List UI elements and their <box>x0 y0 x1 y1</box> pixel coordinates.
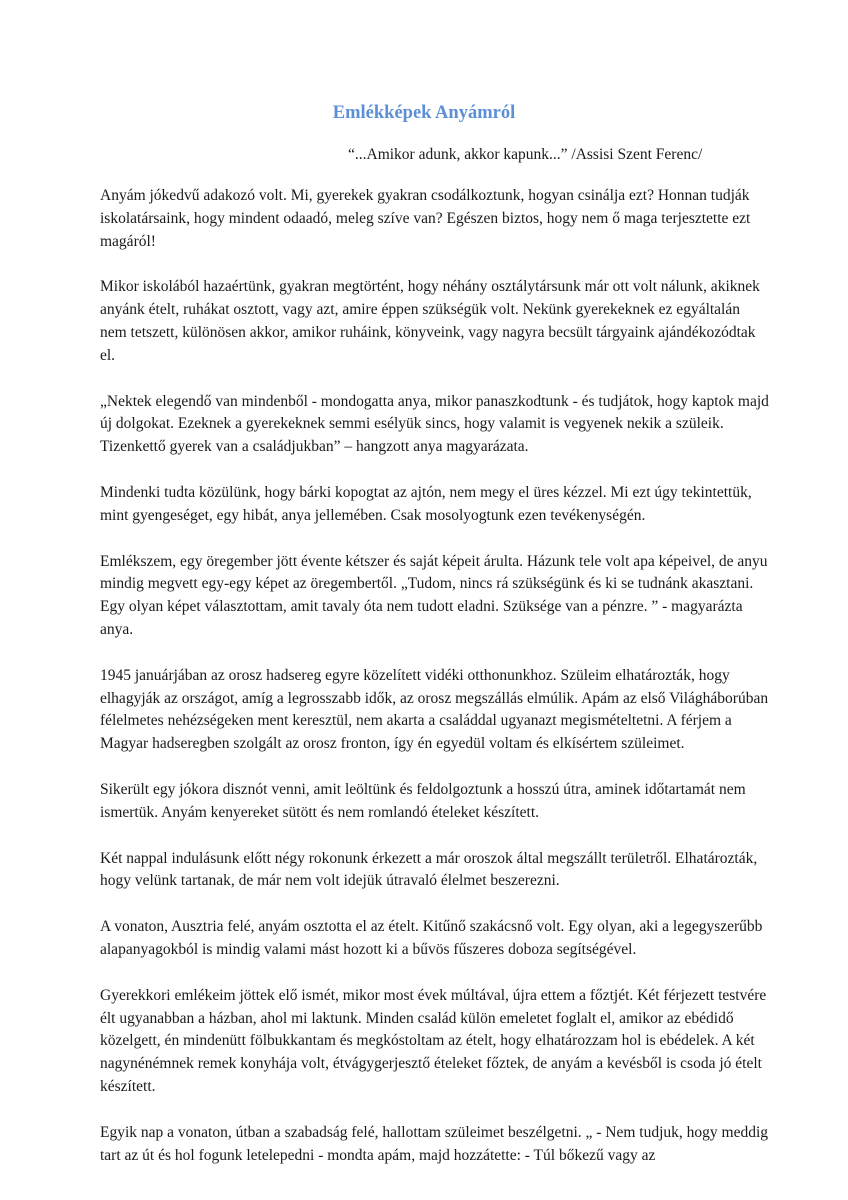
paragraph: Mikor iskolából hazaértünk, gyakran megtörtént, hogy néhány osztálytársunk már ott volt nálunk, akiknek anyánk ételt, ruhákat osztott, vagy azt, amire éppen szükségük volt. Nekünk gyerekeknek ez egyáltalán nem tetszett, különösen akkor, amikor ruháink, könyveink, vagy nagyra becsült tárgyaink ajándékozódtak el. <box>100 278 760 364</box>
epigraph-quote: “...Amikor adunk, akkor kapunk...” /Assisi Szent Ferenc/ <box>348 146 703 163</box>
paragraph: Gyerekkori emlékeim jöttek elő ismét, mikor most évek múltával, újra ettem a főztjét. Két férjezett testvére élt ugyanabban a házban, ahol mi laktunk. Minden család külön emeletet foglalt el, amikor az ebédidő közelgett, én mindenütt fölbukkantam és megkóstoltam az ételt, hogy elhatározzam hol is ebédelek. A két nagynénémnek remek konyhája volt, étvágygerjesztő ételeket főztek, de anyám a kevésből is csoda jó ételt készített. <box>100 986 767 1095</box>
body-text <box>100 185 770 1190</box>
paragraph: 1945 januárjában az orosz hadsereg egyre közelített vidéki otthonunkhoz. Szüleim elhatározták, hogy elhagyják az országot, amíg a legrosszabb idők, az orosz megszállás elmúlik. Apám az első Világháborúban félelmetes nehézségeken ment keresztül, nem akarta a családdal ugyanazt megismételtetni. A férjem a Magyar hadseregben szolgált az orosz fronton, így én egyedül voltam és elkísértem szüleimet. <box>100 666 769 753</box>
paragraph: Sikerült egy jókora disznót venni, amit leöltünk és feldolgoztunk a hosszú útra, aminek időtartamát nem ismertük. Anyám kenyereket sütött és nem romlandó ételeket készített. <box>100 780 746 821</box>
paragraph: Egyik nap a vonaton, útban a szabadság felé, hallottam szüleimet beszélgetni. „ - Nem tudjuk, hogy meddig tart az út és hol fogunk letelepedni - mondta apám, majd hozzátette: - Túl bőkezű vagy az <box>100 1123 769 1164</box>
paragraph: „Nektek elegendő van mindenből - mondogatta anya, mikor panaszkodtunk - és tudjátok, hogy kaptok majd új dolgokat. Ezeknek a gyerekeknek semmi esélyük sincs, hogy valamit is vegyenek nekik a szüleik. Tizenkettő gyerek van a családjukban” – hangzott anya magyarázata. <box>100 392 769 456</box>
paragraph: Két nappal indulásunk előtt négy rokonunk érkezett a már oroszok által megszállt területről. Elhatározták, hogy velünk tartanak, de már nem volt idejük útravaló élelmet beszerezni. <box>100 849 758 890</box>
page-title: Emlékképek Anyámról <box>332 103 516 123</box>
paragraph: Emlékszem, egy öregember jött évente kétszer és saját képeit árulta. Házunk tele volt apa képeivel, de anyu mindig megvett egy-egy képet az öregembertől. „Tudom, nincs rá szükségünk és ki se tudnánk akasztani. Egy olyan képet választottam, amit tavaly óta nem tudott eladni. Szüksége van a pénzre. ” - magyarázta anya. <box>100 552 768 638</box>
paragraph: A vonaton, Ausztria felé, anyám osztotta el az ételt. Kitűnő szakácsnő volt. Egy olyan, aki a legegyszerűbb alapanyagokból is mindig valami mást hozott ki a bűvös fűszeres doboza segítségével. <box>100 918 763 958</box>
paragraph: Anyám jókedvű adakozó volt. Mi, gyerekek gyakran csodálkoztunk, hogyan csinálja ezt? Honnan tudják iskolatársaink, hogy mindent odaadó, meleg szíve van? Egészen biztos, hogy nem ő maga terjesztette ezt magáról! <box>100 187 751 250</box>
paragraph: Mindenki tudta közülünk, hogy bárki kopogtat az ajtón, nem megy el üres kézzel. Mi ezt úgy tekintettük, mint gyengeséget, egy hibát, anya jellemében. Csak mosolyogtunk ezen tevékenységén. <box>100 483 752 524</box>
